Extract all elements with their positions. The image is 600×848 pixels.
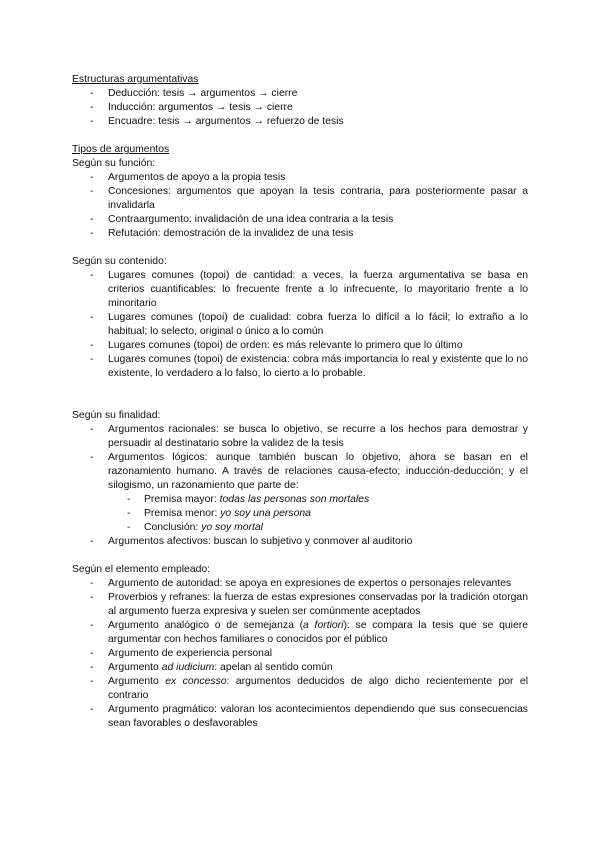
- list-item: - Contraargumento: invalidación de una idea contraria a la tesis: [72, 213, 528, 227]
- list-item: - Argumentos afectivos: buscan lo subjetivo y conmover al auditorio: [72, 535, 528, 549]
- list-finalidad-cont: [72, 535, 528, 549]
- list-item: - Argumentos de apoyo a la propia tesis: [72, 171, 528, 185]
- list-item: - Inducción: argumentos → tesis → cierre: [72, 101, 528, 115]
- heading-estructuras: Estructuras argumentativas: [72, 74, 199, 85]
- premise-item: [72, 507, 528, 521]
- premise-label: Premisa menor:: [144, 508, 221, 519]
- list-item: - Lugares comunes (topoi) de orden: es más relevante lo primero que lo último: [72, 339, 528, 353]
- subheading-elemento: Según el elemento empleado:: [72, 564, 211, 575]
- list-elemento: [72, 577, 528, 731]
- premise-label: Conclusión:: [144, 522, 202, 533]
- latin-term: ex concesso: [165, 676, 227, 687]
- premise-label: Premisa mayor:: [144, 494, 220, 505]
- list-item: - Concesiones: argumentos que apoyan la tesis contraria, para posteriormente pasar a invalidarla: [72, 185, 528, 213]
- list-item: - Argumentos racionales: se busca lo objetivo, se recurre a los hechos para demostrar y persuadir al destinatario sobre la validez de la tesis: [72, 423, 528, 451]
- list-item: - Argumento analógico o de semejanza (a fortiori): se compara la tesis que se quiere argumentar con hechos familiares o conocidos por el público: [72, 619, 528, 647]
- premise-value: yo soy mortal: [201, 522, 263, 533]
- list-finalidad: [72, 423, 528, 493]
- list-item: - Argumento de experiencia personal: [72, 647, 528, 661]
- document-content: [72, 73, 528, 731]
- latin-term: ad iudicium: [161, 662, 215, 673]
- latin-term: a fortiori: [303, 620, 344, 631]
- premise-item: [72, 493, 528, 507]
- heading-tipos: Tipos de argumentos: [72, 144, 170, 155]
- subheading-contenido: Según su contenido:: [72, 256, 167, 267]
- premise-item: [72, 521, 528, 535]
- list-item: - Lugares comunes (topoi) de cualidad: cobra fuerza lo difícil a lo fácil; lo extraño a lo habitual; lo selecto, original o único a lo común: [72, 311, 528, 339]
- list-item: - Refutación: demostración de la invalidez de una tesis: [72, 227, 528, 241]
- list-estructuras: [72, 87, 528, 129]
- list-item: - Deducción: tesis → argumentos → cierre: [72, 87, 528, 101]
- list-item: - Argumentos lógicos: aunque también buscan lo objetivo, ahora se basan en el razonamiento humano. A través de relaciones causa-efecto; inducción-deducción; y el silogismo, un razonamiento que parte de:: [72, 451, 528, 493]
- premise-value: yo soy una persona: [220, 508, 311, 519]
- list-item: - Lugares comunes (topoi) de cantidad: a veces, la fuerza argumentativa se basa en criterios cuantificables: lo frecuente frente a lo infrecuente, lo mayoritario frente a lo minoritario: [72, 269, 528, 311]
- list-premisas: [72, 493, 528, 535]
- subheading-funcion: Según su función:: [72, 158, 156, 169]
- list-item: - Lugares comunes (topoi) de existencia: cobra más importancia lo real y existente que lo no existente, lo verdadero a lo falso, lo cierto a lo probable.: [72, 353, 528, 381]
- list-item: - Argumento pragmático: valoran los acontecimientos dependiendo que sus consecuencias sean favorables o desfavorables: [72, 703, 528, 731]
- subheading-finalidad: Según su finalidad:: [72, 410, 161, 421]
- list-item: - Argumento de autoridad: se apoya en expresiones de expertos o personajes relevantes: [72, 577, 528, 591]
- list-item: - Proverbios y refranes: la fuerza de estas expresiones conservadas por la tradición otorgan al argumento fuerza expresiva y suelen ser comúnmente aceptados: [72, 591, 528, 619]
- list-contenido: [72, 269, 528, 381]
- list-item: - Argumento ex concesso: argumentos deducidos de algo dicho recientemente por el contrario: [72, 675, 528, 703]
- list-item: - Encuadre: tesis → argumentos → refuerzo de tesis: [72, 115, 528, 129]
- premise-value: todas las personas son mortales: [219, 494, 370, 505]
- list-funcion: [72, 171, 528, 241]
- list-item: - Argumento ad iudicium: apelan al sentido común: [72, 661, 528, 675]
